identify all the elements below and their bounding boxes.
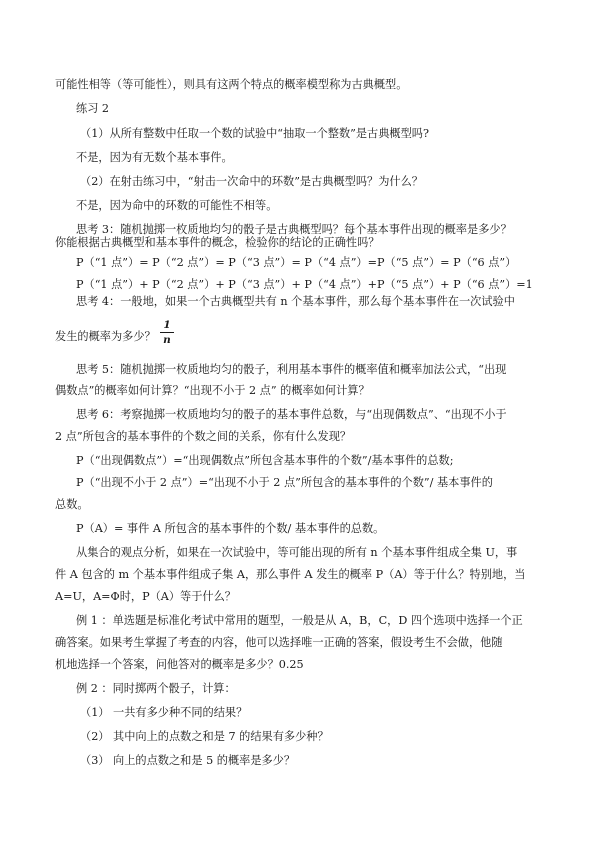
paragraph-line: 发生的概率为多少？ [55, 330, 156, 343]
paragraph-line: A=U，A=Φ时，P（A）等于什么？ [55, 590, 236, 603]
example-2-question: （1） 一共有多少种不同的结果？ [80, 706, 248, 719]
formula-line: P（“1 点”）+ P（“2 点”）+ P（“3 点”）+ P（“4 点”）+P（“5 点”）+ P（“6 点”）=1 [76, 278, 533, 291]
paragraph-line: 思考 3：随机抛掷一枚质地均匀的骰子是古典概型吗？每个基本事件出现的概率是多少？ [76, 223, 512, 236]
paragraph-line: （2）在射击练习中，“射击一次命中的环数”是古典概型吗？为什么？ [80, 175, 423, 188]
paragraph-line: 思考 4：一般地，如果一个古典概型共有 n 个基本事件，那么每个基本事件在一次试验中 [76, 295, 515, 308]
paragraph-line: 不是，因为有无数个基本事件。 [76, 151, 233, 164]
formula-line: P（“出现不小于 2 点”）=“出现不小于 2 点”所包含的基本事件的个数”/ 基本事件的 [76, 476, 493, 489]
paragraph-line: 你能根据古典概型和基本事件的概念，检验你的结论的正确性吗？ [55, 236, 380, 249]
exercise-heading: 练习 2 [76, 102, 110, 115]
fraction-one-over-n [160, 319, 174, 346]
paragraph-line: 件 A 包含的 m 个基本事件组成子集 A，那么事件 A 发生的概率 P（A）等于什么？特别地，当 [55, 568, 526, 581]
paragraph-line: 从集合的观点分析，如果在一次试验中，等可能出现的所有 n 个基本事件组成全集 U，事 [76, 546, 518, 559]
formula-line: P（“出现偶数点”）=“出现偶数点”所包含基本事件的个数”/基本事件的总数; [76, 454, 454, 467]
paragraph-line: 2 点”所包含的基本事件的个数之间的关系，你有什么发现？ [55, 430, 352, 443]
fraction-denominator: n [163, 334, 171, 346]
example-2-heading: 例 2 ：同时掷两个骰子，计算： [76, 682, 236, 695]
paragraph-line: 思考 5：随机抛掷一枚质地均匀的骰子，利用基本事件的概率值和概率加法公式，“出现 [76, 363, 507, 376]
example-1-line: 机地选择一个答案，问他答对的概率是多少？0.25 [55, 658, 304, 671]
example-2-question: （3） 向上的点数之和是 5 的概率是多少？ [80, 754, 296, 767]
paragraph-line: （1）从所有整数中任取一个数的试验中“抽取一个整数”是古典概型吗? [80, 127, 429, 140]
example-1-line: 例 1 ：单选题是标准化考试中常用的题型，一般是从 A，B，C，D 四个选项中选择一个正 [76, 614, 523, 627]
paragraph-line: 偶数点”的概率如何计算？“出现不小于 2 点” 的概率如何计算？ [55, 384, 370, 397]
paragraph-line: 思考 6：考察抛掷一枚质地均匀的骰子的基本事件总数，与“出现偶数点”、“出现不小于 [76, 408, 507, 421]
paragraph-line: 总数。 [55, 498, 89, 511]
fraction-numerator: 1 [163, 319, 171, 331]
paragraph-line: 不是，因为命中的环数的可能性不相等。 [76, 199, 278, 212]
formula-line: P（A）= 事件 A 所包含的基本事件的个数/ 基本事件的总数。 [76, 522, 385, 535]
fraction-bar [160, 332, 174, 333]
example-2-question: （2） 其中向上的点数之和是 7 的结果有多少种？ [80, 730, 329, 743]
formula-line: P（“1 点”）= P（“2 点”）= P（“3 点”）= P（“4 点”）=P（“5 点”）= P（“6 点”） [76, 256, 517, 269]
paragraph-line: 可能性相等（等可能性），则具有这两个特点的概率模型称为古典概型。 [55, 78, 408, 91]
example-1-line: 确答案。如果考生掌握了考查的内容，他可以选择唯一正确的答案，假设考生不会做，他随 [55, 636, 503, 649]
